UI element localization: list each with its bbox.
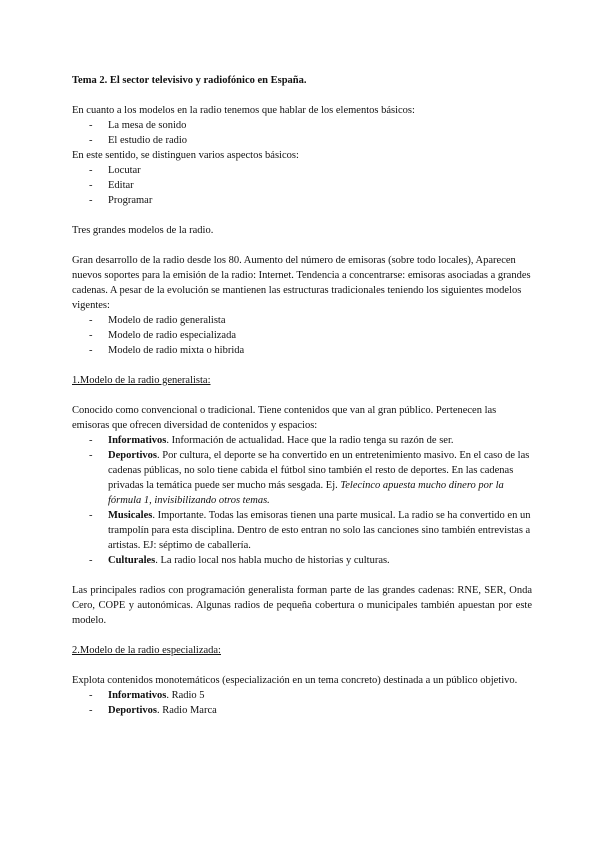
section1-heading: 1.Modelo de la radio generalista: — [72, 375, 211, 386]
list-item: - La mesa de sonido — [89, 120, 187, 131]
dash-bullet: - — [89, 450, 93, 461]
dash-bullet: - — [89, 195, 93, 206]
list-item: - Informativos. Información de actualidad. Hace que la radio tenga su razón de ser. — [89, 435, 454, 446]
dash-bullet: - — [89, 555, 93, 566]
list-item: - Locutar — [89, 165, 141, 176]
list-item: - Deportivos. Por cultura, el deporte se ha convertido en un entretenimiento masivo. En el caso de las cadenas públicas, no solo tiene cabida el fútbol sino también el resto de deportes. En las cadenas privadas la temática puede ser mucho más sesgada. Ej. Telecinco apuesta mucho dinero por la fórmula 1, invisibilizando otros temas. — [89, 450, 530, 506]
list-item: - Culturales. La radio local nos habla mucho de historias y culturas. — [89, 555, 390, 566]
dash-bullet: - — [89, 180, 93, 191]
three-models-paragraph: Tres grandes modelos de la radio. — [72, 225, 214, 236]
document-title: Tema 2. El sector televisivo y radiofónico en España. — [72, 75, 307, 86]
dash-bullet: - — [89, 510, 93, 521]
list-item: - Musicales. Importante. Todas las emisoras tienen una parte musical. La radio se ha convertido en un trampolín para esta disciplina. Dentro de esto entran no solo las canciones sino también entrevistas a artistas. EJ: séptimo de caballería. — [89, 510, 531, 551]
aspects-list — [72, 163, 532, 208]
list-item: - Deportivos. Radio Marca — [89, 705, 217, 716]
list-item: - Informativos. Radio 5 — [89, 690, 205, 701]
dash-bullet: - — [89, 135, 93, 146]
section1-closing: Las principales radios con programación generalista forman parte de las grandes cadenas: RNE, SER, Onda Cero, COPE y autonómicas. Algunas radios de pequeña cobertura o municipales también apuestan por este modelo. — [72, 585, 532, 626]
section2-intro: Explota contenidos monotemáticos (especialización en un tema concreto) destinada a un público objetivo. — [72, 675, 518, 686]
dash-bullet: - — [89, 330, 93, 341]
section1-list — [72, 433, 532, 568]
dash-bullet: - — [89, 705, 93, 716]
section2-heading: 2.Modelo de la radio especializada: — [72, 645, 221, 656]
list-item: - Modelo de radio mixta o hibrida — [89, 345, 245, 356]
list-item: - El estudio de radio — [89, 135, 188, 146]
document-content — [72, 73, 532, 718]
models-list — [72, 313, 532, 358]
list-item: - Modelo de radio generalista — [89, 315, 226, 326]
dash-bullet: - — [89, 435, 93, 446]
dash-bullet: - — [89, 345, 93, 356]
aspects-intro: En este sentido, se distinguen varios aspectos básicos: — [72, 150, 299, 161]
list-item: - Editar — [89, 180, 134, 191]
list-item: - Programar — [89, 195, 153, 206]
dash-bullet: - — [89, 315, 93, 326]
development-paragraph: Gran desarrollo de la radio desde los 80. Aumento del número de emisoras (sobre todo locales), Aparecen nuevos soportes para la emisión de la radio: Internet. Tendencia a concentrarse: emisoras asociadas a grandes cadenas. A pesar de la evolución se mantienen las estructuras tradicionales teniendo los siguientes modelos vigentes: — [72, 255, 531, 311]
dash-bullet: - — [89, 120, 93, 131]
elements-list — [72, 118, 532, 148]
list-item: - Modelo de radio especializada — [89, 330, 236, 341]
section1-intro: Conocido como convencional o tradicional. Tiene contenidos que van al gran público. Pertenecen las emisoras que ofrecen diversidad de contenidos y espacios: — [72, 405, 497, 431]
dash-bullet: - — [89, 165, 93, 176]
section2-list — [72, 688, 532, 718]
dash-bullet: - — [89, 690, 93, 701]
intro-paragraph: En cuanto a los modelos en la radio tenemos que hablar de los elementos básicos: — [72, 105, 415, 116]
